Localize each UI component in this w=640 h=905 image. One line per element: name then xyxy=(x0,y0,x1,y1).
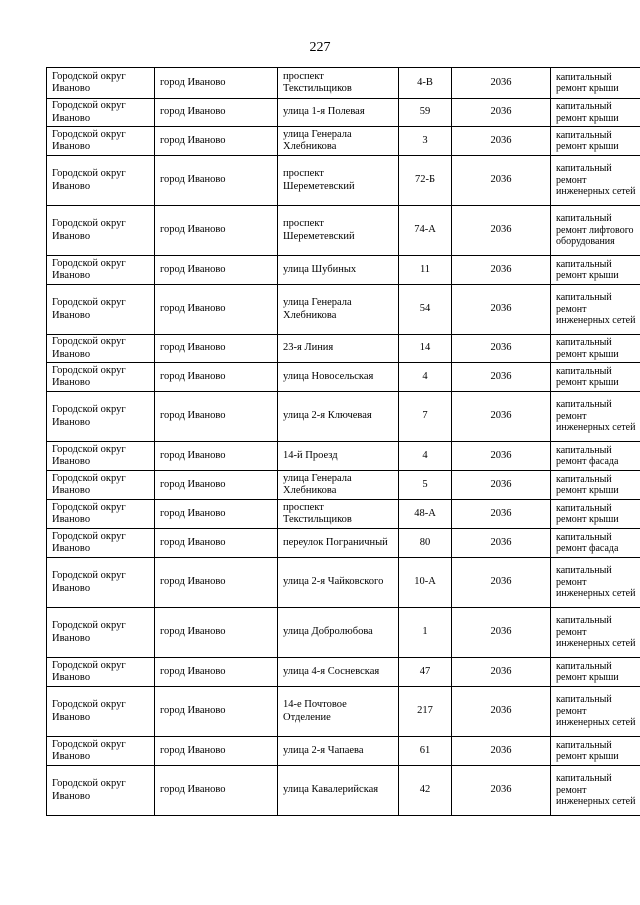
house-number-cell: 5 xyxy=(399,471,452,500)
district-cell: Городской округ Иваново xyxy=(47,558,155,608)
city-cell: город Иваново xyxy=(155,558,278,608)
table-row xyxy=(47,156,640,206)
work-type-cell: капитальный ремонт фасада xyxy=(551,529,640,558)
table-body xyxy=(47,68,640,816)
year-cell: 2036 xyxy=(452,471,551,500)
district-cell: Городской округ Иваново xyxy=(47,256,155,285)
street-cell: проспект Шереметевский xyxy=(278,156,399,206)
house-number-cell: 4 xyxy=(399,442,452,471)
street-cell: проспект Текстильщиков xyxy=(278,68,399,99)
district-cell: Городской округ Иваново xyxy=(47,99,155,127)
year-cell: 2036 xyxy=(452,285,551,335)
work-type-cell: капитальный ремонт крыши xyxy=(551,256,640,285)
street-cell: улица 1-я Полевая xyxy=(278,99,399,127)
house-number-cell: 80 xyxy=(399,529,452,558)
house-number-cell: 42 xyxy=(399,766,452,816)
work-type-cell: капитальный ремонт инженерных сетей xyxy=(551,766,640,816)
year-cell: 2036 xyxy=(452,558,551,608)
work-type-cell: капитальный ремонт фасада xyxy=(551,442,640,471)
table-row xyxy=(47,658,640,687)
city-cell: город Иваново xyxy=(155,529,278,558)
year-cell: 2036 xyxy=(452,127,551,156)
house-number-cell: 1 xyxy=(399,608,452,658)
table-row xyxy=(47,99,640,127)
street-cell: улица Кавалерийская xyxy=(278,766,399,816)
street-cell: улица Генерала Хлебникова xyxy=(278,285,399,335)
year-cell: 2036 xyxy=(452,529,551,558)
work-type-cell: капитальный ремонт крыши xyxy=(551,335,640,363)
city-cell: город Иваново xyxy=(155,500,278,529)
city-cell: город Иваново xyxy=(155,285,278,335)
table-row xyxy=(47,608,640,658)
year-cell: 2036 xyxy=(452,363,551,392)
table-row xyxy=(47,68,640,99)
city-cell: город Иваново xyxy=(155,392,278,442)
work-type-cell: капитальный ремонт инженерных сетей xyxy=(551,285,640,335)
year-cell: 2036 xyxy=(452,442,551,471)
city-cell: город Иваново xyxy=(155,737,278,766)
city-cell: город Иваново xyxy=(155,471,278,500)
city-cell: город Иваново xyxy=(155,99,278,127)
work-type-cell: капитальный ремонт крыши xyxy=(551,737,640,766)
year-cell: 2036 xyxy=(452,500,551,529)
city-cell: город Иваново xyxy=(155,363,278,392)
city-cell: город Иваново xyxy=(155,156,278,206)
work-type-cell: капитальный ремонт инженерных сетей xyxy=(551,687,640,737)
year-cell: 2036 xyxy=(452,256,551,285)
work-type-cell: капитальный ремонт инженерных сетей xyxy=(551,608,640,658)
house-number-cell: 72-Б xyxy=(399,156,452,206)
house-number-cell: 4-В xyxy=(399,68,452,99)
street-cell: проспект Шереметевский xyxy=(278,206,399,256)
year-cell: 2036 xyxy=(452,737,551,766)
city-cell: город Иваново xyxy=(155,766,278,816)
city-cell: город Иваново xyxy=(155,608,278,658)
table-row xyxy=(47,442,640,471)
street-cell: улица 2-я Ключевая xyxy=(278,392,399,442)
street-cell: улица 4-я Сосневская xyxy=(278,658,399,687)
work-type-cell: капитальный ремонт инженерных сетей xyxy=(551,558,640,608)
district-cell: Городской округ Иваново xyxy=(47,363,155,392)
house-number-cell: 10-А xyxy=(399,558,452,608)
district-cell: Городской округ Иваново xyxy=(47,500,155,529)
year-cell: 2036 xyxy=(452,156,551,206)
work-type-cell: капитальный ремонт крыши xyxy=(551,99,640,127)
work-type-cell: капитальный ремонт инженерных сетей xyxy=(551,156,640,206)
house-number-cell: 48-А xyxy=(399,500,452,529)
house-number-cell: 47 xyxy=(399,658,452,687)
city-cell: город Иваново xyxy=(155,442,278,471)
street-cell: улица Новосельская xyxy=(278,363,399,392)
district-cell: Городской округ Иваново xyxy=(47,156,155,206)
district-cell: Городской округ Иваново xyxy=(47,687,155,737)
house-number-cell: 54 xyxy=(399,285,452,335)
district-cell: Городской округ Иваново xyxy=(47,442,155,471)
district-cell: Городской округ Иваново xyxy=(47,766,155,816)
house-number-cell: 74-А xyxy=(399,206,452,256)
street-cell: переулок Пограничный xyxy=(278,529,399,558)
table-row xyxy=(47,392,640,442)
work-type-cell: капитальный ремонт крыши xyxy=(551,500,640,529)
table-row xyxy=(47,256,640,285)
district-cell: Городской округ Иваново xyxy=(47,392,155,442)
table-row xyxy=(47,529,640,558)
table-row xyxy=(47,558,640,608)
year-cell: 2036 xyxy=(452,687,551,737)
page-number: 227 xyxy=(309,40,331,55)
district-cell: Городской округ Иваново xyxy=(47,335,155,363)
year-cell: 2036 xyxy=(452,335,551,363)
city-cell: город Иваново xyxy=(155,206,278,256)
table-row xyxy=(47,737,640,766)
street-cell: 14-е Почтовое Отделение xyxy=(278,687,399,737)
table-row xyxy=(47,206,640,256)
city-cell: город Иваново xyxy=(155,68,278,99)
street-cell: улица 2-я Чайковского xyxy=(278,558,399,608)
work-type-cell: капитальный ремонт лифтового оборудования xyxy=(551,206,640,256)
year-cell: 2036 xyxy=(452,68,551,99)
district-cell: Городской округ Иваново xyxy=(47,608,155,658)
street-cell: улица Генерала Хлебникова xyxy=(278,127,399,156)
house-number-cell: 59 xyxy=(399,99,452,127)
street-cell: улица Генерала Хлебникова xyxy=(278,471,399,500)
house-number-cell: 4 xyxy=(399,363,452,392)
city-cell: город Иваново xyxy=(155,658,278,687)
city-cell: город Иваново xyxy=(155,256,278,285)
work-type-cell: капитальный ремонт крыши xyxy=(551,127,640,156)
district-cell: Городской округ Иваново xyxy=(47,737,155,766)
work-type-cell: капитальный ремонт крыши xyxy=(551,68,640,99)
table-row xyxy=(47,500,640,529)
city-cell: город Иваново xyxy=(155,687,278,737)
table-row xyxy=(47,766,640,816)
table-row xyxy=(47,335,640,363)
repair-schedule-table xyxy=(46,67,640,816)
house-number-cell: 14 xyxy=(399,335,452,363)
house-number-cell: 11 xyxy=(399,256,452,285)
district-cell: Городской округ Иваново xyxy=(47,471,155,500)
house-number-cell: 7 xyxy=(399,392,452,442)
table-row xyxy=(47,363,640,392)
city-cell: город Иваново xyxy=(155,335,278,363)
district-cell: Городской округ Иваново xyxy=(47,127,155,156)
year-cell: 2036 xyxy=(452,608,551,658)
table-row xyxy=(47,471,640,500)
year-cell: 2036 xyxy=(452,766,551,816)
district-cell: Городской округ Иваново xyxy=(47,206,155,256)
year-cell: 2036 xyxy=(452,99,551,127)
street-cell: улица Шубиных xyxy=(278,256,399,285)
street-cell: 14-й Проезд xyxy=(278,442,399,471)
work-type-cell: капитальный ремонт крыши xyxy=(551,363,640,392)
year-cell: 2036 xyxy=(452,658,551,687)
street-cell: 23-я Линия xyxy=(278,335,399,363)
street-cell: улица 2-я Чапаева xyxy=(278,737,399,766)
district-cell: Городской округ Иваново xyxy=(47,529,155,558)
house-number-cell: 3 xyxy=(399,127,452,156)
work-type-cell: капитальный ремонт крыши xyxy=(551,471,640,500)
city-cell: город Иваново xyxy=(155,127,278,156)
house-number-cell: 61 xyxy=(399,737,452,766)
table-row xyxy=(47,285,640,335)
table-row xyxy=(47,687,640,737)
year-cell: 2036 xyxy=(452,392,551,442)
table-row xyxy=(47,127,640,156)
street-cell: проспект Текстильщиков xyxy=(278,500,399,529)
street-cell: улица Добролюбова xyxy=(278,608,399,658)
work-type-cell: капитальный ремонт крыши xyxy=(551,658,640,687)
year-cell: 2036 xyxy=(452,206,551,256)
district-cell: Городской округ Иваново xyxy=(47,285,155,335)
district-cell: Городской округ Иваново xyxy=(47,658,155,687)
house-number-cell: 217 xyxy=(399,687,452,737)
district-cell: Городской округ Иваново xyxy=(47,68,155,99)
work-type-cell: капитальный ремонт инженерных сетей xyxy=(551,392,640,442)
